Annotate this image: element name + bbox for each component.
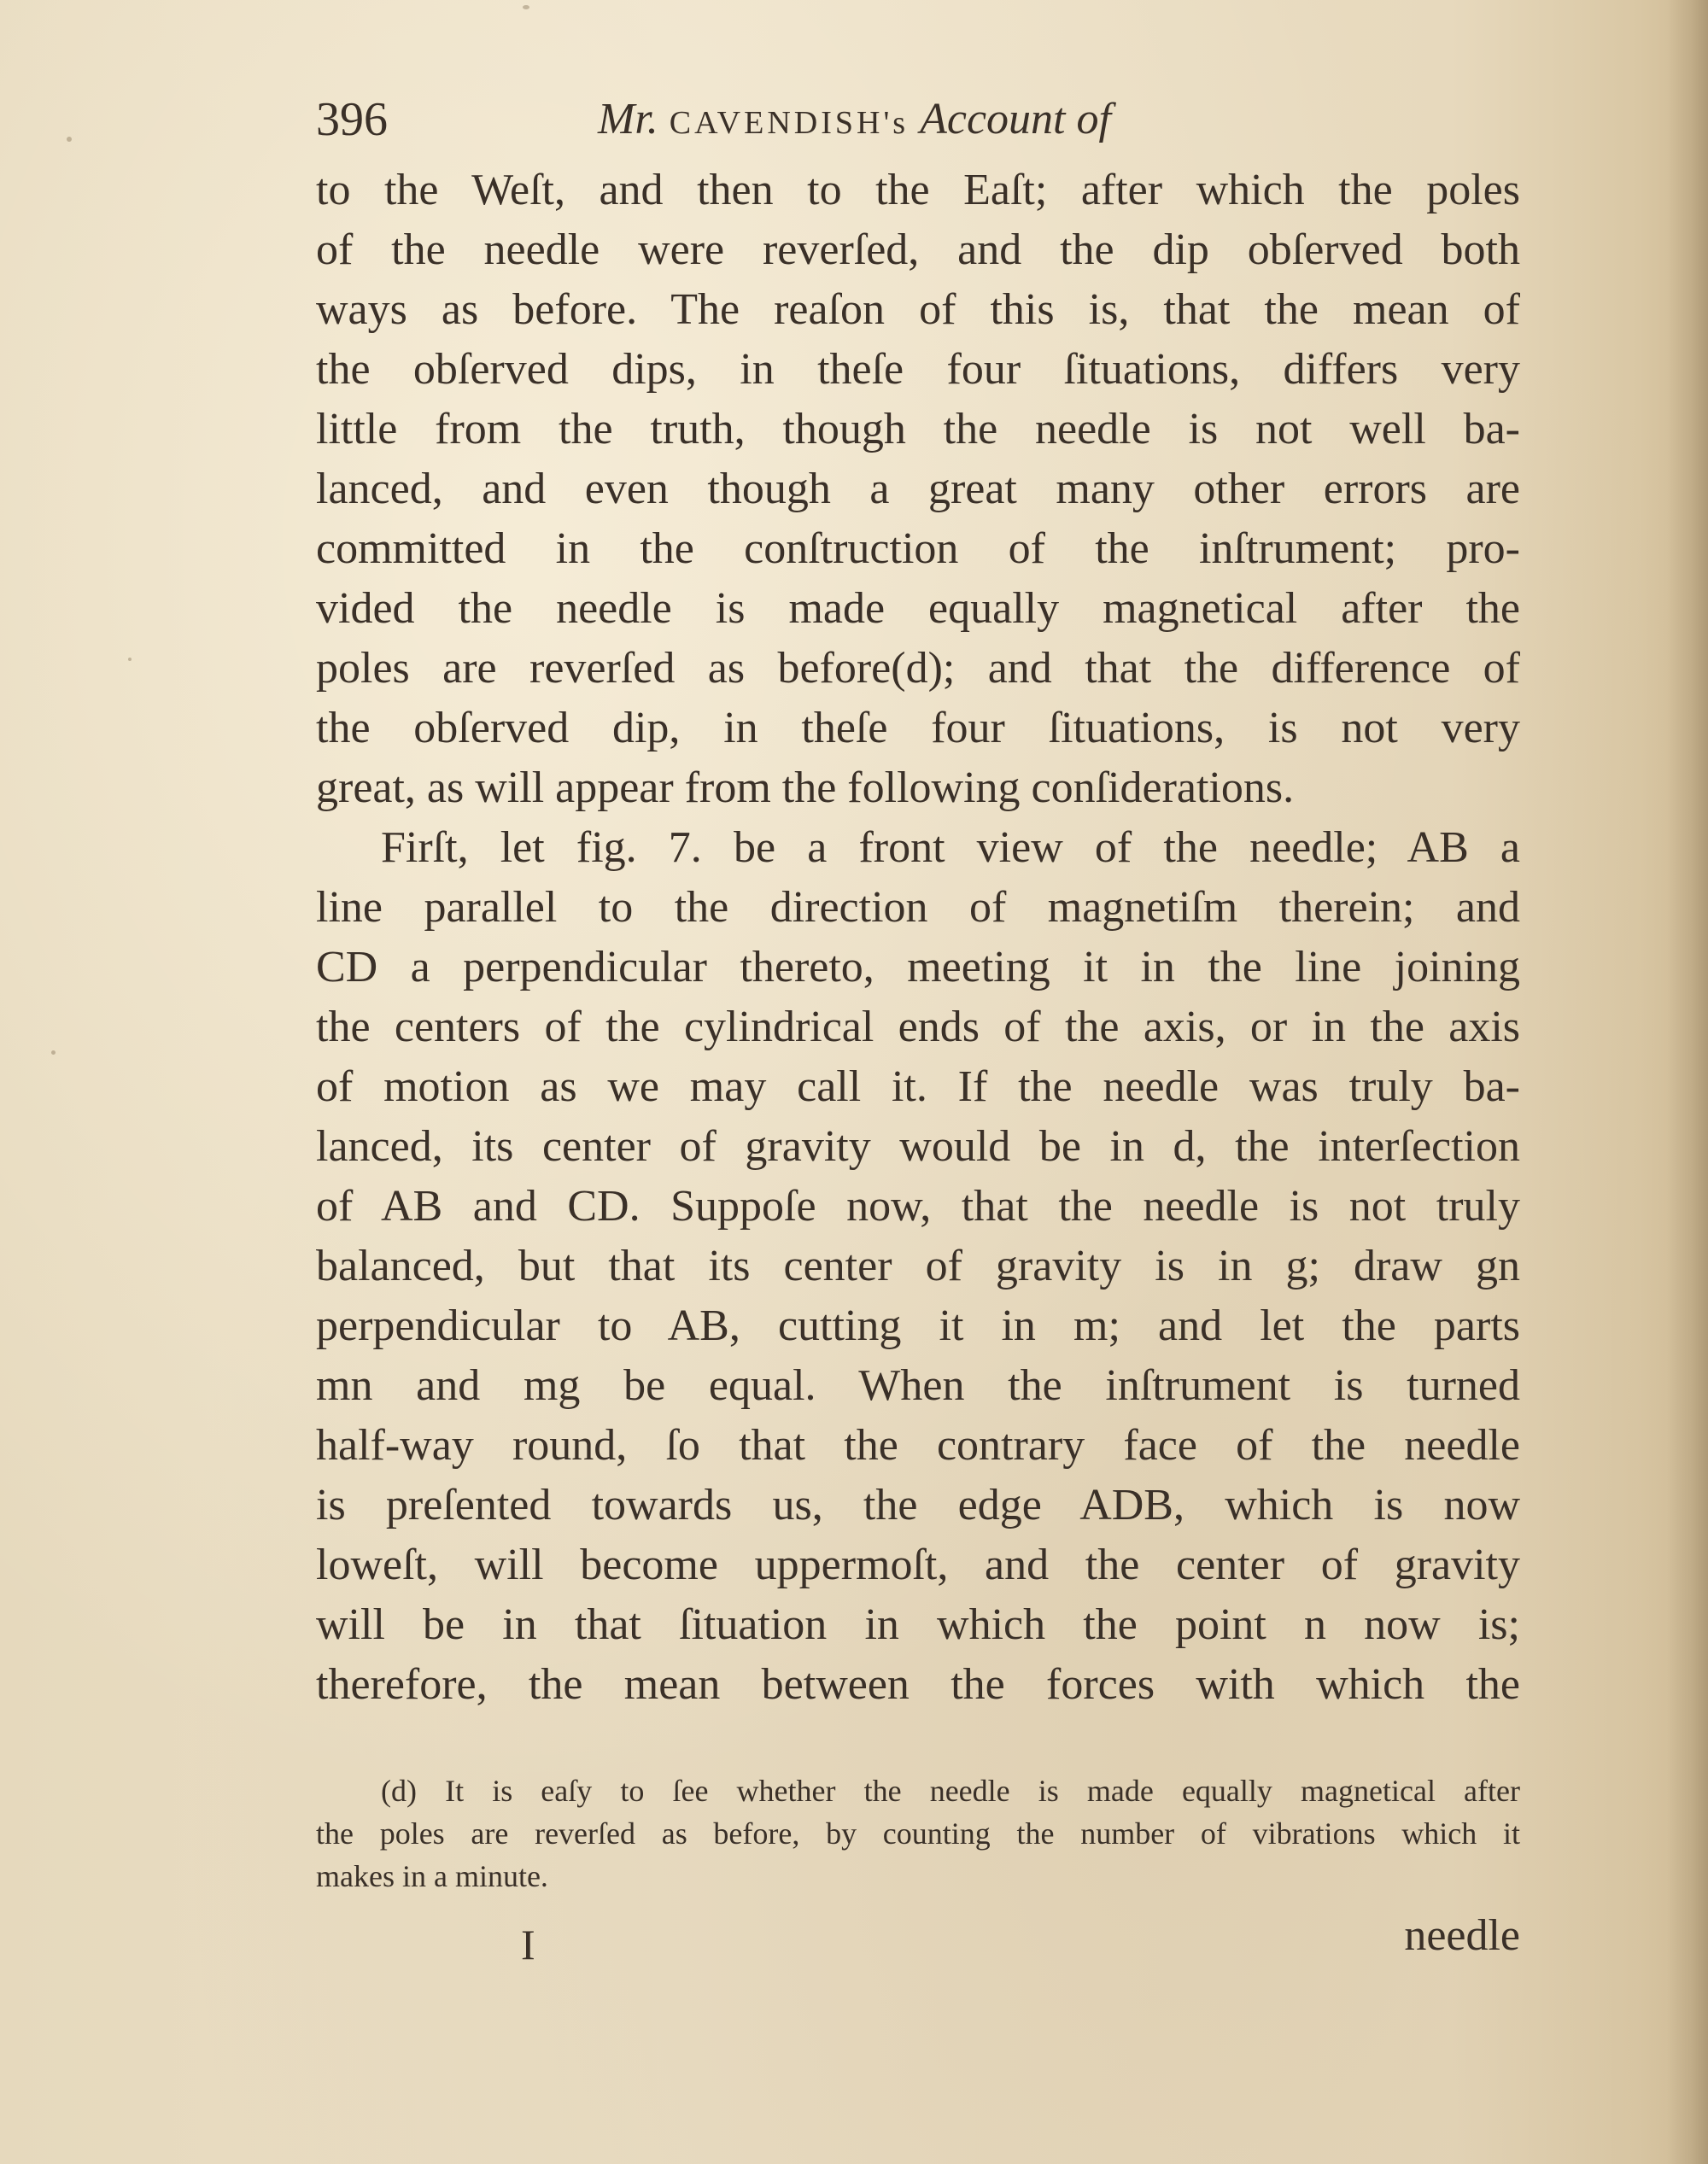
text-line: mn and mg be equal. When the inſtrument is turned xyxy=(316,1361,1520,1410)
text-line: therefore, the mean between the forces with which the xyxy=(316,1660,1520,1709)
footnote xyxy=(316,1769,1520,1898)
text-line: line parallel to the direction of magnetiſm therein; and xyxy=(316,883,1520,932)
text-line: poles are reverſed as before(d); and that the difference of xyxy=(316,644,1520,693)
paper-speck xyxy=(51,1050,56,1055)
page-gutter-shadow xyxy=(1667,0,1708,2164)
text-line: half-way round, ſo that the contrary face of the needle xyxy=(316,1421,1520,1470)
text-line: Firſt, let fig. 7. be a front view of the needle; AB a xyxy=(381,823,1520,872)
paper-speck xyxy=(67,137,72,142)
running-head-name: CAVENDISH's xyxy=(669,105,910,141)
text-line: loweſt, will become uppermoſt, and the center of gravity xyxy=(316,1541,1520,1589)
text-line: of the needle were reverſed, and the dip obſerved both xyxy=(316,225,1520,274)
text-line: the obſerved dips, in theſe four ſituations, differs very xyxy=(316,345,1520,394)
running-head-prefix: Mr. xyxy=(598,95,658,143)
text-line: balanced, but that its center of gravity is in g; draw gn xyxy=(316,1242,1520,1290)
paper-speck xyxy=(523,5,529,9)
text-line: will be in that ſituation in which the point n now is; xyxy=(316,1600,1520,1649)
text-line: lanced, its center of gravity would be in d, the interſection xyxy=(316,1122,1520,1171)
text-line: lanced, and even though a great many other errors are xyxy=(316,465,1520,513)
catchword: needle xyxy=(1404,1911,1520,1960)
text-line: of AB and CD. Suppoſe now, that the needle is not truly xyxy=(316,1182,1520,1231)
text-line: great, as will appear from the following conſiderations. xyxy=(316,763,1295,812)
text-line: little from the truth, though the needle is not well ba- xyxy=(316,405,1520,453)
text-line: vided the needle is made equally magnetical after the xyxy=(316,584,1520,633)
text-line: CD a perpendicular thereto, meeting it in the line joining xyxy=(316,943,1520,991)
text-line: ways as before. The reaſon of this is, that the mean of xyxy=(316,285,1520,334)
footnote-line: makes in a minute. xyxy=(316,1859,548,1893)
text-line: of motion as we may call it. If the needle was truly ba- xyxy=(316,1062,1520,1111)
text-line: the obſerved dip, in theſe four ſituations, is not very xyxy=(316,704,1520,752)
text-line: perpendicular to AB, cutting it in m; and let the parts xyxy=(316,1301,1520,1350)
running-head-suffix: Account of xyxy=(920,95,1111,143)
text-line: the centers of the cylindrical ends of the axis, or in the axis xyxy=(316,1003,1520,1051)
text-line: committed in the conſtruction of the inſtrument; pro- xyxy=(316,524,1520,573)
text-line: is preſented towards us, the edge ADB, which is now xyxy=(316,1481,1520,1529)
body-text xyxy=(316,161,1520,1715)
running-head xyxy=(598,85,1111,157)
signature-mark: I xyxy=(521,1921,535,1968)
paper-speck xyxy=(128,658,132,661)
text-line: to the Weſt, and then to the Eaſt; after which the poles xyxy=(316,166,1520,214)
page-number: 396 xyxy=(316,93,388,146)
footnote-line: the poles are reverſed as before, by counting the number of vibrations which it xyxy=(316,1816,1520,1851)
page-header xyxy=(316,85,1230,154)
footnote-line: (d) It is eaſy to ſee whether the needle is made equally magnetical after xyxy=(381,1774,1520,1808)
